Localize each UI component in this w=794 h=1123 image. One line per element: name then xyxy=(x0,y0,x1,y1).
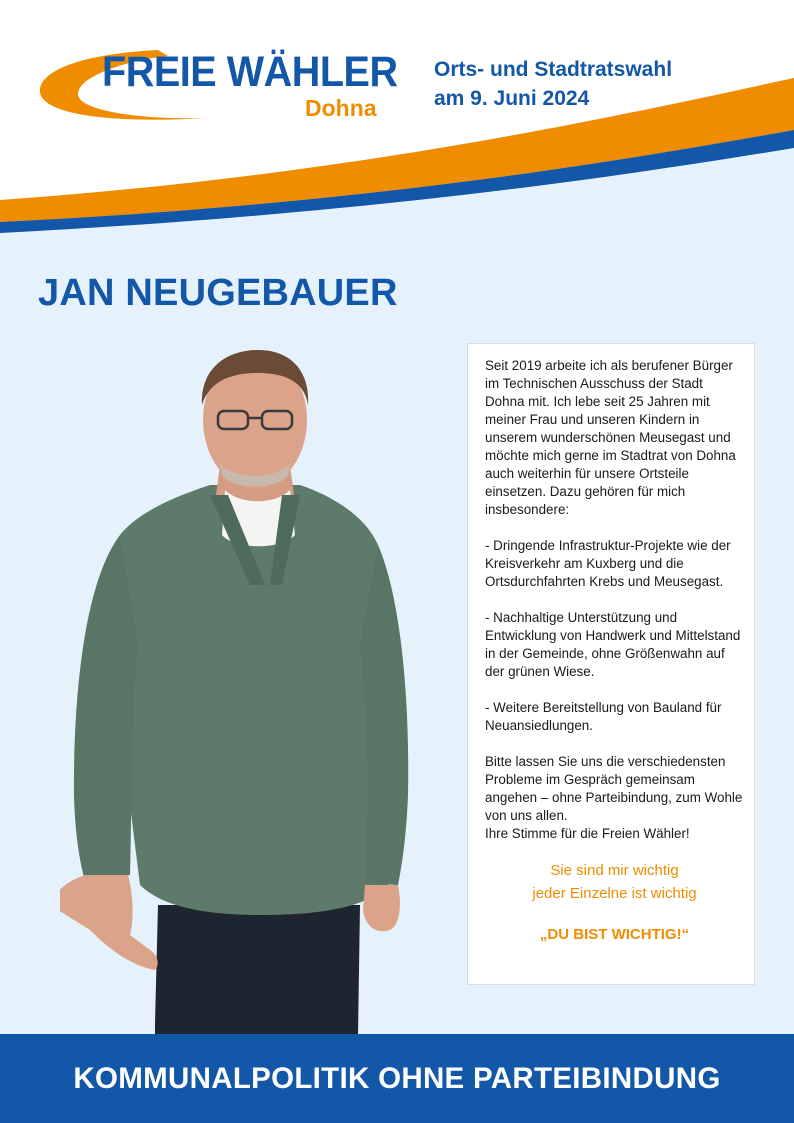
statement-tagline xyxy=(485,859,744,905)
footer-text: KOMMUNALPOLITIK OHNE PARTEIBINDUNG xyxy=(73,1061,721,1095)
statement-point-business: - Nachhaltige Unterstützung und Entwicklung von Handwerk und Mittelstand in der Gemeinde, ohne Größenwahn auf der grünen Wiese. xyxy=(485,610,741,679)
logo-subtitle: Dohna xyxy=(305,95,377,121)
statement-closing-text: Bitte lassen Sie uns die verschiedensten Probleme im Gespräch gemeinsam angehen – ohne Parteibindung, zum Wohle von uns allen. xyxy=(485,754,743,823)
election-date: am 9. Juni 2024 xyxy=(434,87,590,110)
logo-title: FREIE WÄHLER xyxy=(102,48,398,96)
statement-point-building-land: - Weitere Bereitstellung von Bauland für Neuansiedlungen. xyxy=(485,700,722,733)
candidate-portrait xyxy=(60,345,430,1035)
statement-closing xyxy=(485,753,744,843)
candidate-statement-box xyxy=(467,343,755,985)
footer-banner xyxy=(0,1034,794,1123)
statement-vote-call: Ihre Stimme für die Freien Wähler! xyxy=(485,826,690,841)
statement-intro: Seit 2019 arbeite ich als berufener Bürger im Technischen Ausschuss der Stadt Dohna mit. Ich lebe seit 25 Jahren mit meiner Frau und unseren Kindern in unserem wunderschönen Meusegast und möchte mich gerne im Stadtrat von Dohna auch weiterhin für unsere Ortsteile einsetzen. Dazu gehören für mich insbesondere: xyxy=(485,358,736,517)
election-info xyxy=(434,55,672,113)
header-banner xyxy=(0,0,794,235)
tagline-line-2: jeder Einzelne ist wichtig xyxy=(532,885,697,902)
statement-slogan: „DU BIST WICHTIG!“ xyxy=(539,926,690,943)
tagline-line-1: Sie sind mir wichtig xyxy=(550,862,679,879)
election-title: Orts- und Stadtratswahl xyxy=(434,58,673,81)
statement-point-infrastructure: - Dringende Infrastruktur-Projekte wie der Kreisverkehr am Kuxberg und die Ortsdurchfahrten Krebs und Meusegast. xyxy=(485,538,731,589)
candidate-name: JAN NEUGEBAUER xyxy=(38,272,398,314)
